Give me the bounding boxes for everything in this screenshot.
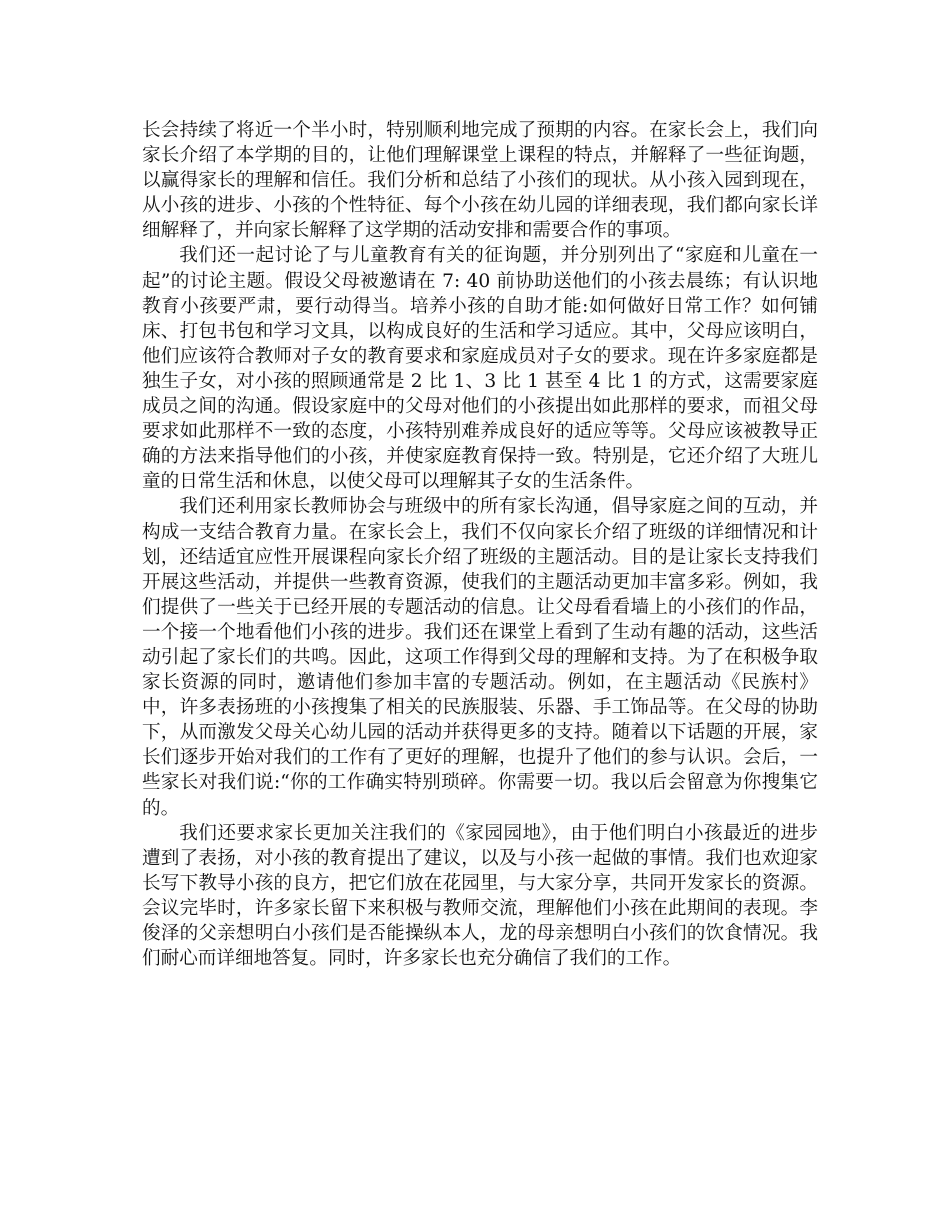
paragraph-3: 我们还利用家长教师协会与班级中的所有家长沟通，倡导家庭之间的互动，并构成一支结合教育力量。在家长会上，我们不仅向家长介绍了班级的详细情况和计划，还结适宜应性开展课程向家长介绍了班级的主题活动。目的是让家长支持我们开展这些活动，并提供一些教育资源，使我们的主题活动更加丰富多彩。例如，我们提供了一些关于已经开展的专题活动的信息。让父母看看墙上的小孩们的作品，一个接一个地看他们小孩的进步。我们还在课堂上看到了生动有趣的活动，这些活动引起了家长们的共鸣。因此，这项工作得到父母的理解和支持。为了在积极争取家长资源的同时，邀请他们参加丰富的专题活动。例如，在主题活动《民族村》中，许多表扬班的小孩搜集了相关的民族服装、乐器、手工饰品等。在父母的协助下，从而激发父母关心幼儿园的活动并获得更多的支持。随着以下话题的开展，家长们逐步开始对我们的工作有了更好的理解，也提升了他们的参与认识。会后，一些家长对我们说:“你的工作确实特别琐碎。你需要一切。我以后会留意为你搜集它的。 [142, 496, 818, 819]
paragraph-1: 长会持续了将近一个半小时，特别顺利地完成了预期的内容。在家长会上，我们向家长介绍了本学期的目的，让他们理解课堂上课程的特点，并解释了一些征询题，以赢得家长的理解和信任。我们分析和总结了小孩们的现状。从小孩入园到现在，从小孩的进步、小孩的个性特征、每个小孩在幼儿园的详细表现，我们都向家长详细解释了，并向家长解释了这学期的活动安排和需要合作的事项。 [142, 120, 818, 242]
paragraph-2: 我们还一起讨论了与儿童教育有关的征询题，并分别列出了“家庭和儿童在一起”的讨论主题。假设父母被邀请在 7: 40 前协助送他们的小孩去晨练；有认识地教育小孩要严肃，要行动得当。培养小孩的自助才能:如何做好日常工作？如何铺床、打包书包和学习文具，以构成良好的生活和学习适应。其中，父母应该明白，他们应该符合教师对子女的教育要求和家庭成员对子女的要求。现在许多家庭都是独生子女，对小孩的照顾通常是 2 比 1、3 比 1 甚至 4 比 1 的方式，这需要家庭成员之间的沟通。假设家庭中的父母对他们的小孩提出如此那样的要求，而祖父母要求如此那样不一致的态度，小孩特别难养成良好的适应等等。父母应该被教导正确的方法来指导他们的小孩，并使家庭教育保持一致。特别是，它还介绍了大班儿童的日常生活和休息，以使父母可以理解其子女的生活条件。 [142, 245, 818, 493]
body-text [142, 118, 818, 971]
paragraph-4: 我们还要求家长更加关注我们的《家园园地》，由于他们明白小孩最近的进步遭到了表扬，对小孩的教育提出了建议，以及与小孩一起做的事情。我们也欢迎家长写下教导小孩的良方，把它们放在花园里，与大家分享，共同开发家长的资源。会议完毕时，许多家长留下来积极与教师交流，理解他们小孩在此期间的表现。李俊泽的父亲想明白小孩们是否能操纵本人，龙的母亲想明白小孩们的饮食情况。我们耐心而详细地答复。同时，许多家长也充分确信了我们的工作。 [142, 822, 818, 970]
